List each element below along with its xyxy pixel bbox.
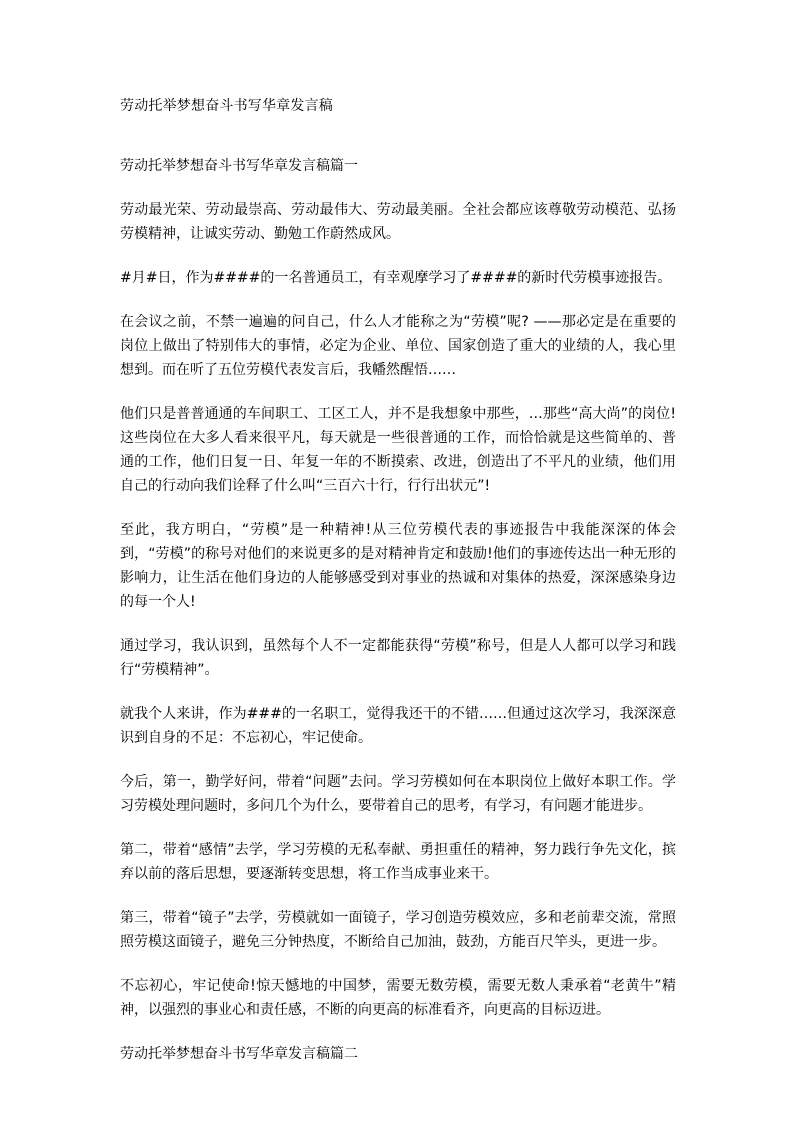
spacer	[120, 750, 676, 770]
spacer	[120, 614, 676, 634]
spacer	[120, 290, 676, 310]
paragraph: 在会议之前，不禁一遍遍的问自己，什么人才能称之为“劳模”呢? ——那必定是在重要的岗位上做出了特别伟大的事情，必定为企业、单位、国家创造了重大的业绩的人，我心里想到。而在听了五位劳模代表发言后，我幡然醒悟……	[120, 314, 676, 378]
document-title: 劳动托举梦想奋斗书写华章发言稿	[120, 98, 333, 114]
paragraph: 就我个人来讲，作为###的一名职工，觉得我还干的不错……但通过这次学习，我深深意识到自身的不足：不忘初心，牢记使命。	[120, 706, 676, 746]
document-page	[120, 94, 676, 1066]
spacer	[120, 1022, 676, 1042]
spacer	[120, 382, 676, 402]
spacer	[120, 886, 676, 906]
spacer	[120, 682, 676, 702]
paragraph: 他们只是普普通通的车间职工、工区工人，并不是我想象中那些，…那些“高大尚”的岗位!这些岗位在大多人看来很平凡，每天就是一些很普通的工作，而恰恰就是这些简单的、普通的工作，他们日复一日、年复一年的不断摸索、改进，创造出了不平凡的业绩，他们用自己的行动向我们诠释了什么叫“三百六十行，行行出状元”!	[120, 406, 676, 494]
spacer	[120, 498, 676, 518]
paragraph: 第二，带着“感情”去学，学习劳模的无私奉献、勇担重任的精神，努力践行争先文化，摈弃以前的落后思想，要逐渐转变思想，将工作当成事业来干。	[120, 842, 676, 882]
section-heading-1: 劳动托举梦想奋斗书写华章发言稿篇一	[120, 158, 358, 174]
paragraph: 至此，我方明白，“劳模”是一种精神!从三位劳模代表的事迹报告中我能深深的体会到，“劳模”的称号对他们的来说更多的是对精神肯定和鼓励!他们的事迹传达出一种无形的影响力，让生活在他们身边的人能够感受到对事业的热诚和对集体的热爱，深深感染身边的每一个人!	[120, 522, 676, 610]
spacer	[120, 118, 676, 154]
spacer	[120, 246, 676, 266]
section-heading-2: 劳动托举梦想奋斗书写华章发言稿篇二	[120, 1046, 358, 1062]
paragraph: 今后，第一，勤学好问，带着“问题”去问。学习劳模如何在本职岗位上做好本职工作。学习劳模处理问题时，多问几个为什么，要带着自己的思考，有学习，有问题才能进步。	[120, 774, 676, 814]
paragraph: 劳动最光荣、劳动最崇高、劳动最伟大、劳动最美丽。全社会都应该尊敬劳动模范、弘扬劳模精神，让诚实劳动、勤勉工作蔚然成风。	[120, 202, 676, 242]
paragraph: 不忘初心，牢记使命!惊天憾地的中国梦，需要无数劳模，需要无数人秉承着“老黄牛”精神，以强烈的事业心和责任感，不断的向更高的标准看齐，向更高的目标迈进。	[120, 978, 676, 1018]
paragraph: 通过学习，我认识到，虽然每个人不一定都能获得“劳模”称号，但是人人都可以学习和践行“劳模精神”。	[120, 638, 676, 678]
spacer	[120, 818, 676, 838]
paragraph: #月#日，作为####的一名普通员工，有幸观摩学习了####的新时代劳模事迹报告。	[120, 270, 672, 286]
spacer	[120, 954, 676, 974]
spacer	[120, 178, 676, 198]
paragraph: 第三，带着“镜子”去学，劳模就如一面镜子，学习创造劳模效应，多和老前辈交流，常照照劳模这面镜子，避免三分钟热度，不断给自己加油，鼓劲，方能百尺竿头，更进一步。	[120, 910, 676, 950]
